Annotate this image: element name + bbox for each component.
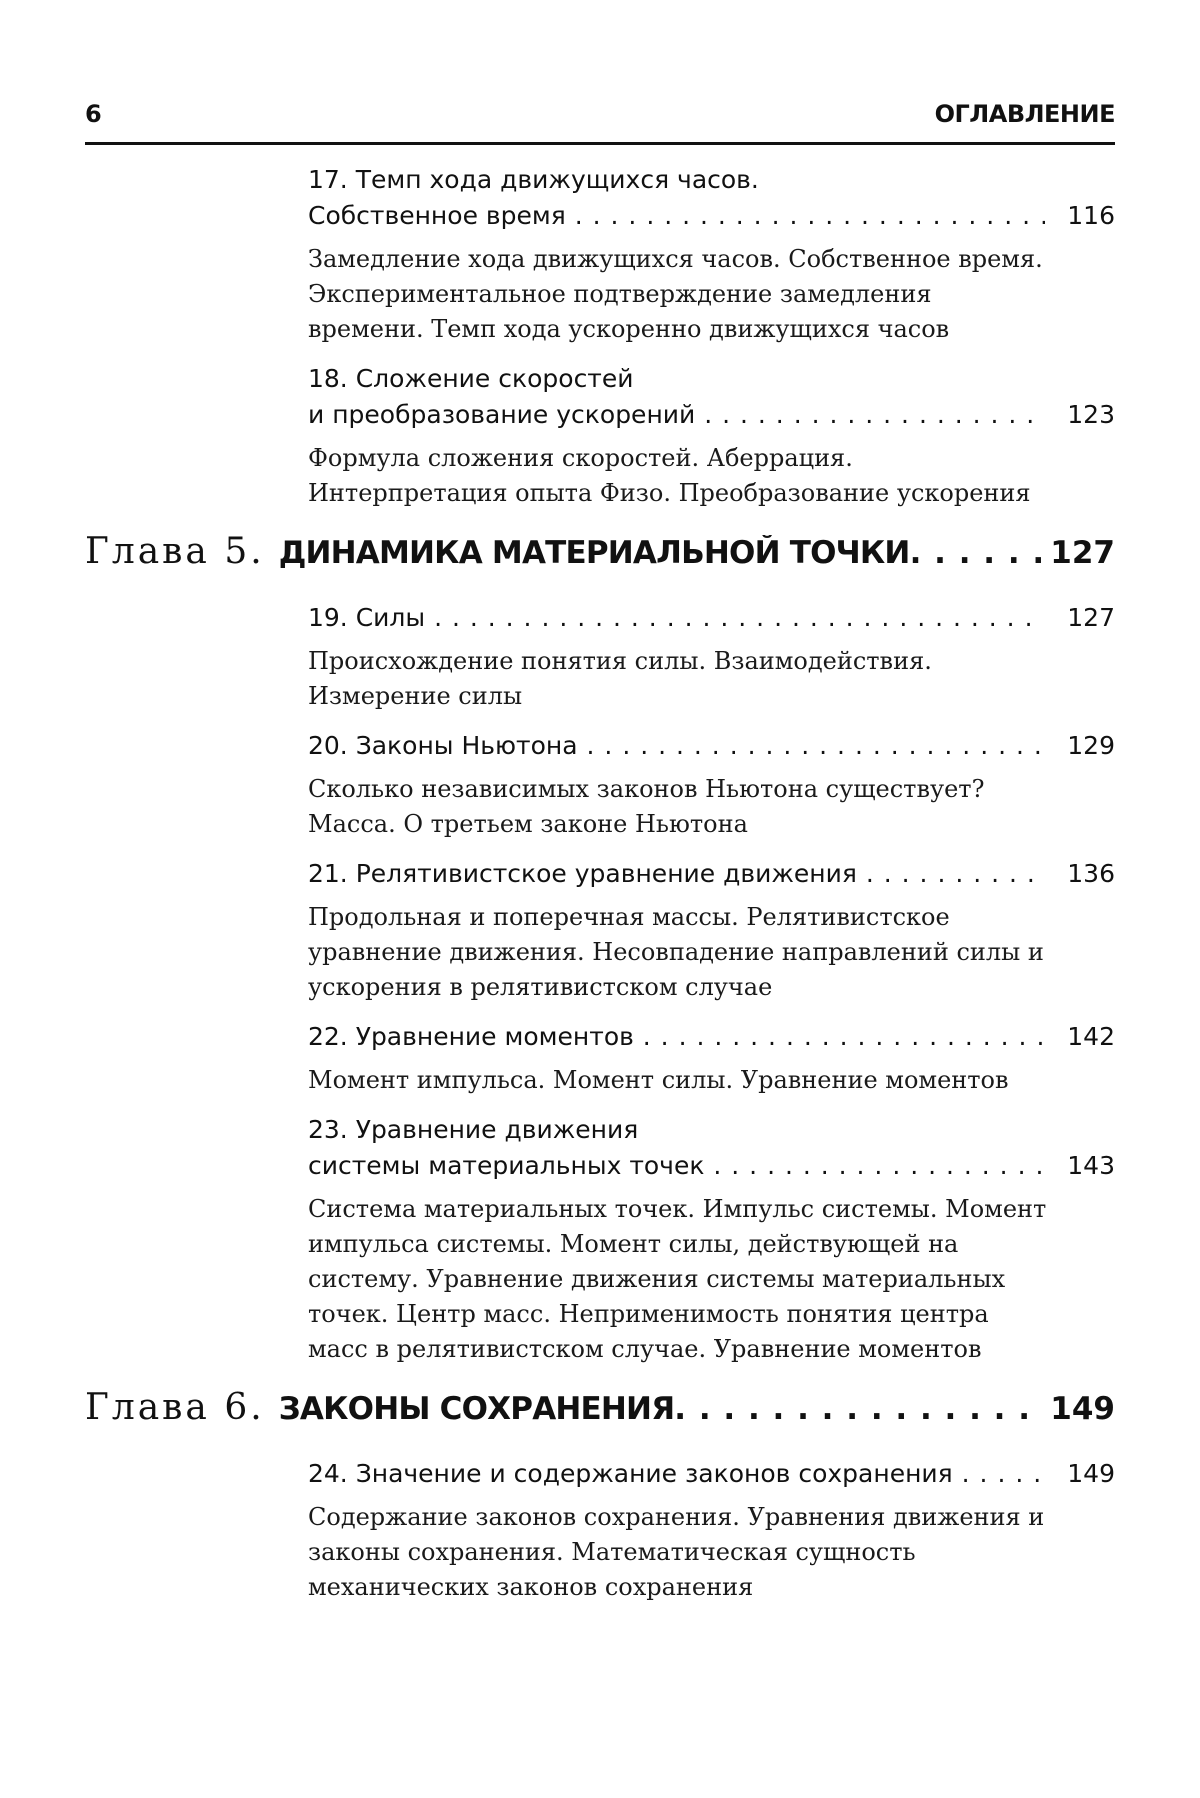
section-title-line1: 23. Уравнение движения xyxy=(308,1115,639,1144)
table-of-contents xyxy=(85,162,1115,1619)
section-title-row xyxy=(308,1456,1115,1492)
section-page-number: 143 xyxy=(1067,1151,1115,1180)
section-page-number: 127 xyxy=(1067,603,1115,632)
toc-section-24 xyxy=(308,1456,1115,1605)
section-title-row xyxy=(308,1148,1115,1184)
chapter-title: ДИНАМИКА МАТЕРИАЛЬНОЙ ТОЧКИ xyxy=(278,535,910,571)
section-description: Сколько независимых законов Ньютона существует? Масса. О третьем законе Ньютона xyxy=(308,775,985,838)
section-description: Замедление хода движущихся часов. Собственное время. Экспериментальное подтверждение замедления времени. Темп хода ускоренно движущихся часов xyxy=(308,245,1043,343)
section-title-row xyxy=(308,856,1115,892)
section-page-number: 142 xyxy=(1067,1022,1115,1051)
section-page-number: 136 xyxy=(1067,859,1115,888)
toc-chapter-5 xyxy=(85,531,1115,572)
toc-section-23 xyxy=(308,1112,1115,1367)
section-title-line1: 17. Темп хода движущихся часов. xyxy=(308,165,759,194)
section-title-line2: и преобразование ускорений xyxy=(308,400,696,429)
toc-section-17 xyxy=(308,162,1115,347)
chapter-label: Глава 6. xyxy=(85,1387,265,1428)
section-page-number: 123 xyxy=(1067,400,1115,429)
section-title-row xyxy=(308,397,1115,433)
toc-section-20 xyxy=(308,728,1115,842)
section-title: 19. Силы xyxy=(308,603,426,632)
section-description: Содержание законов сохранения. Уравнения движения и законы сохранения. Математическая сущность механических законов сохранения xyxy=(308,1503,1045,1601)
section-title-row xyxy=(308,728,1115,764)
toc-section-19 xyxy=(308,600,1115,714)
section-title-row xyxy=(308,1019,1115,1055)
section-page-number: 116 xyxy=(1067,201,1115,230)
section-title: 21. Релятивистское уравнение движения xyxy=(308,859,857,888)
page-header xyxy=(85,100,1115,145)
chapter-page-number: 127 xyxy=(1050,535,1115,571)
section-title-line2: Собственное время xyxy=(308,201,566,230)
page-number: 6 xyxy=(85,100,102,128)
section-description: Момент импульса. Момент силы. Уравнение моментов xyxy=(308,1066,1009,1094)
section-description: Происхождение понятия силы. Взаимодействия. Измерение силы xyxy=(308,647,932,710)
toc-section-18 xyxy=(308,361,1115,511)
chapter-title: ЗАКОНЫ СОХРАНЕНИЯ xyxy=(278,1391,675,1427)
running-head: ОГЛАВЛЕНИЕ xyxy=(934,100,1115,128)
toc-section-22 xyxy=(308,1019,1115,1098)
section-title: 24. Значение и содержание законов сохранения xyxy=(308,1459,953,1488)
section-title-line1: 18. Сложение скоростей xyxy=(308,364,634,393)
section-page-number: 129 xyxy=(1067,731,1115,760)
section-title: 20. Законы Ньютона xyxy=(308,731,578,760)
section-description: Формула сложения скоростей. Аберрация. Интерпретация опыта Физо. Преобразование ускорения xyxy=(308,444,1031,507)
section-title-line2: системы материальных точек xyxy=(308,1151,705,1180)
section-page-number: 149 xyxy=(1067,1459,1115,1488)
section-description: Продольная и поперечная массы. Релятивистское уравнение движения. Несовпадение направлений силы и ускорения в релятивистском случае xyxy=(308,903,1044,1001)
section-title: 22. Уравнение моментов xyxy=(308,1022,634,1051)
section-title-row xyxy=(308,600,1115,636)
chapter-label: Глава 5. xyxy=(85,531,265,572)
toc-section-21 xyxy=(308,856,1115,1005)
section-description: Система материальных точек. Импульс системы. Момент импульса системы. Момент силы, действующей на систему. Уравнение движения системы материальных точек. Центр масс. Неприменимость понятия центра масс в релятивистском случае. Уравнение моментов xyxy=(308,1195,1047,1363)
toc-chapter-6 xyxy=(85,1387,1115,1428)
chapter-page-number: 149 xyxy=(1050,1391,1115,1427)
section-title-row xyxy=(308,198,1115,234)
